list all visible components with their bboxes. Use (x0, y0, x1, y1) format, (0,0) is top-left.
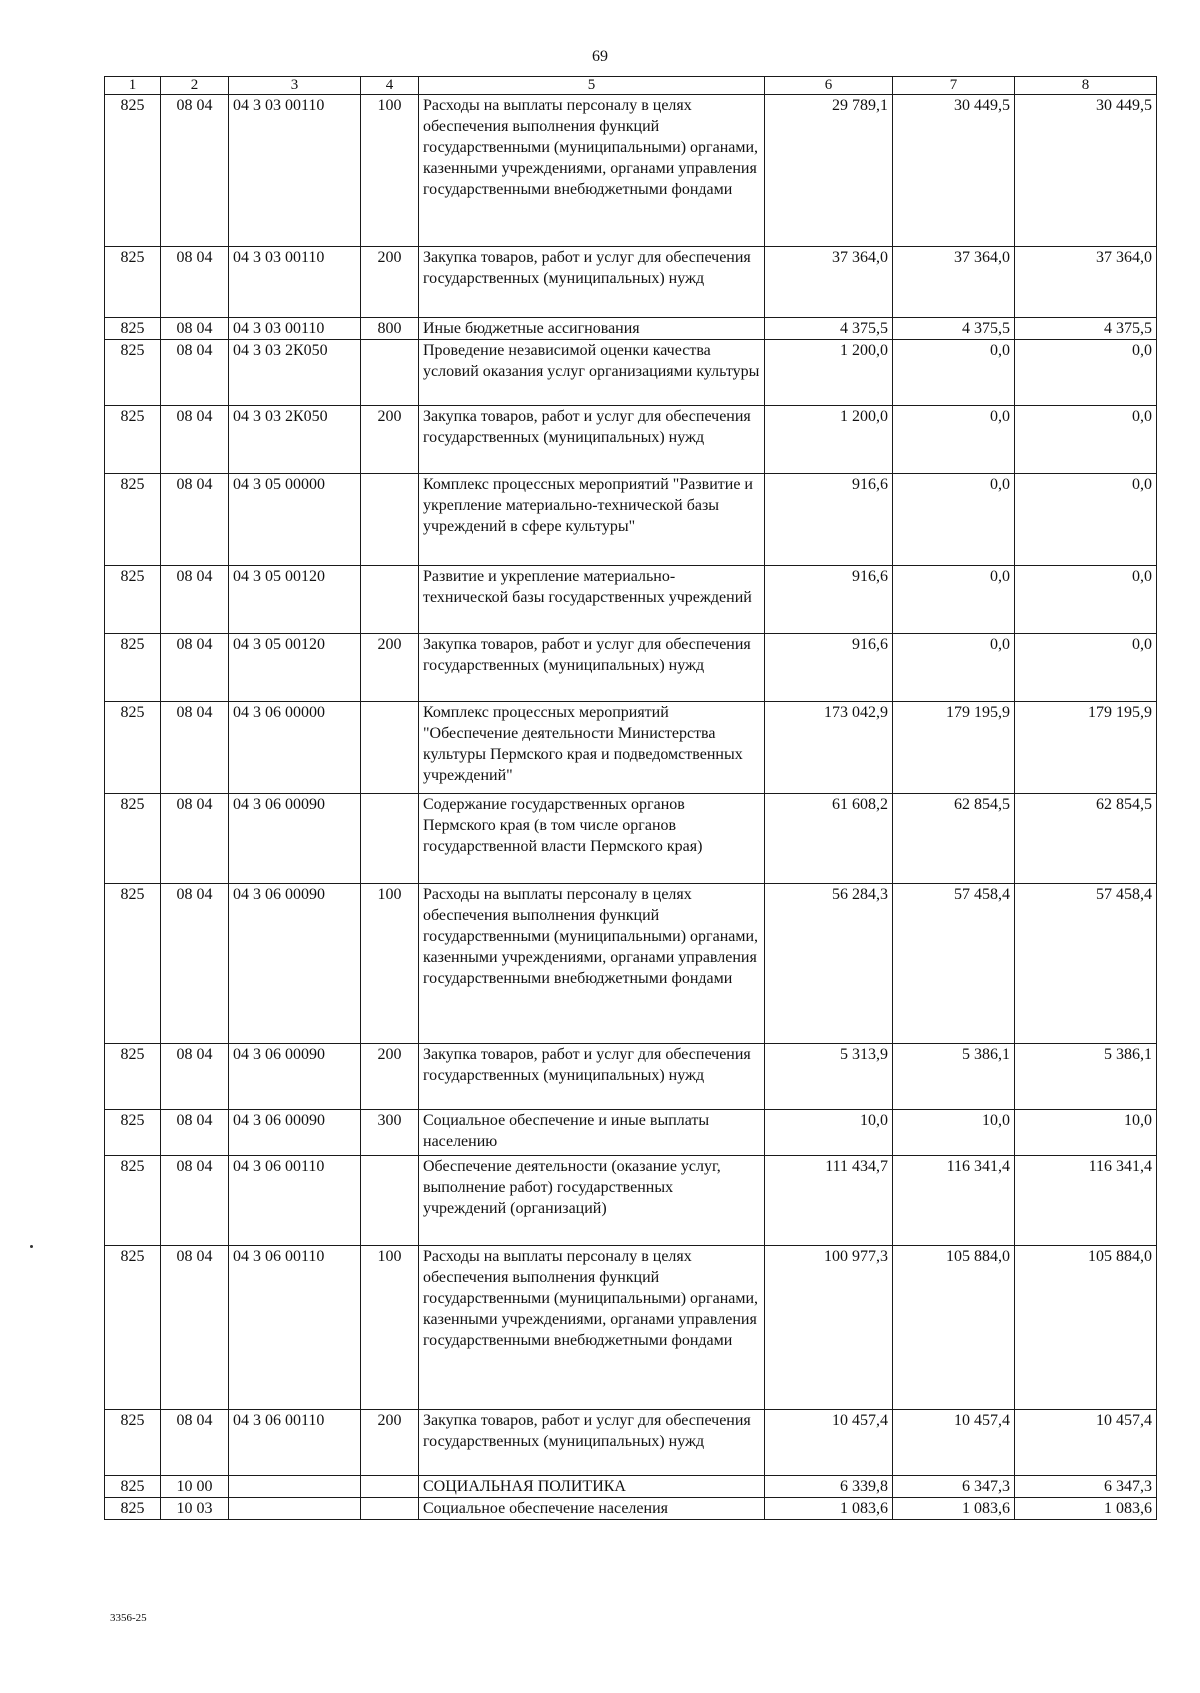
table-row (105, 566, 1157, 634)
admin-code-cell: 825 (105, 340, 161, 406)
table-row (105, 1246, 1157, 1410)
section-code-cell: 08 04 (161, 884, 229, 1044)
admin-code-cell: 825 (105, 1246, 161, 1410)
item-name-cell: Расходы на выплаты персоналу в целях обеспечения выполнения функций государственными (муниципальными) органами, казенными учреждениями, органами управления государственными внебюджетными фондами (419, 95, 765, 247)
amount-col7-cell: 4 375,5 (893, 318, 1015, 340)
admin-code-cell: 825 (105, 634, 161, 702)
amount-col6-cell: 100 977,3 (765, 1246, 893, 1410)
table-row (105, 794, 1157, 884)
article-code-cell: 04 3 03 00110 (229, 247, 361, 318)
admin-code-cell: 825 (105, 247, 161, 318)
expense-type-cell: 200 (361, 406, 419, 474)
amount-col7-cell: 0,0 (893, 406, 1015, 474)
expense-type-cell (361, 566, 419, 634)
admin-code-cell: 825 (105, 1498, 161, 1520)
section-code-cell: 08 04 (161, 634, 229, 702)
amount-col7-cell: 5 386,1 (893, 1044, 1015, 1110)
article-code-cell: 04 3 06 00110 (229, 1246, 361, 1410)
admin-code-cell: 825 (105, 474, 161, 566)
amount-col7-cell: 116 341,4 (893, 1156, 1015, 1246)
amount-col6-cell: 6 339,8 (765, 1476, 893, 1498)
table-row (105, 247, 1157, 318)
amount-col8-cell: 105 884,0 (1015, 1246, 1157, 1410)
amount-col8-cell: 0,0 (1015, 340, 1157, 406)
amount-col7-cell: 0,0 (893, 634, 1015, 702)
expense-type-cell (361, 794, 419, 884)
section-code-cell: 08 04 (161, 566, 229, 634)
expense-type-cell: 100 (361, 95, 419, 247)
section-code-cell: 08 04 (161, 1044, 229, 1110)
article-code-cell: 04 3 06 00090 (229, 1044, 361, 1110)
header-cell: 5 (419, 77, 765, 95)
expense-type-cell: 100 (361, 884, 419, 1044)
section-code-cell: 08 04 (161, 1156, 229, 1246)
header-row (105, 77, 1157, 95)
expense-type-cell: 200 (361, 634, 419, 702)
section-code-cell: 08 04 (161, 1410, 229, 1476)
admin-code-cell: 825 (105, 1410, 161, 1476)
amount-col7-cell: 57 458,4 (893, 884, 1015, 1044)
expense-type-cell: 300 (361, 1110, 419, 1156)
amount-col8-cell: 0,0 (1015, 634, 1157, 702)
item-name-cell: Закупка товаров, работ и услуг для обеспечения государственных (муниципальных) нужд (419, 406, 765, 474)
item-name-cell: Развитие и укрепление материально-технической базы государственных учреждений (419, 566, 765, 634)
table-row (105, 1476, 1157, 1498)
expense-type-cell: 100 (361, 1246, 419, 1410)
header-cell: 4 (361, 77, 419, 95)
amount-col8-cell: 4 375,5 (1015, 318, 1157, 340)
section-code-cell: 08 04 (161, 1110, 229, 1156)
amount-col8-cell: 10,0 (1015, 1110, 1157, 1156)
amount-col8-cell: 10 457,4 (1015, 1410, 1157, 1476)
amount-col7-cell: 37 364,0 (893, 247, 1015, 318)
amount-col7-cell: 30 449,5 (893, 95, 1015, 247)
amount-col8-cell: 0,0 (1015, 566, 1157, 634)
amount-col7-cell: 105 884,0 (893, 1246, 1015, 1410)
table-row (105, 634, 1157, 702)
amount-col7-cell: 6 347,3 (893, 1476, 1015, 1498)
admin-code-cell: 825 (105, 566, 161, 634)
admin-code-cell: 825 (105, 1156, 161, 1246)
article-code-cell: 04 3 05 00000 (229, 474, 361, 566)
section-code-cell: 08 04 (161, 1246, 229, 1410)
item-name-cell: СОЦИАЛЬНАЯ ПОЛИТИКА (419, 1476, 765, 1498)
amount-col6-cell: 29 789,1 (765, 95, 893, 247)
table-row (105, 406, 1157, 474)
header-cell: 6 (765, 77, 893, 95)
table-row (105, 318, 1157, 340)
section-code-cell: 08 04 (161, 702, 229, 794)
table-row (105, 884, 1157, 1044)
article-code-cell: 04 3 03 2К050 (229, 406, 361, 474)
section-code-cell: 08 04 (161, 474, 229, 566)
article-code-cell (229, 1498, 361, 1520)
item-name-cell: Расходы на выплаты персоналу в целях обеспечения выполнения функций государственными (муниципальными) органами, казенными учреждениями, органами управления государственными внебюджетными фондами (419, 884, 765, 1044)
item-name-cell: Обеспечение деятельности (оказание услуг, выполнение работ) государственных учреждений (организаций) (419, 1156, 765, 1246)
admin-code-cell: 825 (105, 1044, 161, 1110)
amount-col8-cell: 0,0 (1015, 474, 1157, 566)
item-name-cell: Иные бюджетные ассигнования (419, 318, 765, 340)
amount-col8-cell: 6 347,3 (1015, 1476, 1157, 1498)
table-row (105, 1156, 1157, 1246)
expense-type-cell: 200 (361, 247, 419, 318)
item-name-cell: Закупка товаров, работ и услуг для обеспечения государственных (муниципальных) нужд (419, 247, 765, 318)
header-cell: 1 (105, 77, 161, 95)
table-row (105, 1498, 1157, 1520)
amount-col6-cell: 1 200,0 (765, 406, 893, 474)
expense-type-cell: 200 (361, 1410, 419, 1476)
amount-col8-cell: 116 341,4 (1015, 1156, 1157, 1246)
article-code-cell: 04 3 03 00110 (229, 318, 361, 340)
amount-col8-cell: 0,0 (1015, 406, 1157, 474)
amount-col8-cell: 1 083,6 (1015, 1498, 1157, 1520)
amount-col6-cell: 10,0 (765, 1110, 893, 1156)
item-name-cell: Проведение независимой оценки качества условий оказания услуг организациями культуры (419, 340, 765, 406)
amount-col7-cell: 62 854,5 (893, 794, 1015, 884)
item-name-cell: Социальное обеспечение населения (419, 1498, 765, 1520)
amount-col8-cell: 5 386,1 (1015, 1044, 1157, 1110)
amount-col6-cell: 916,6 (765, 566, 893, 634)
amount-col8-cell: 179 195,9 (1015, 702, 1157, 794)
amount-col7-cell: 10 457,4 (893, 1410, 1015, 1476)
item-name-cell: Расходы на выплаты персоналу в целях обеспечения выполнения функций государственными (муниципальными) органами, казенными учреждениями, органами управления государственными внебюджетными фондами (419, 1246, 765, 1410)
amount-col7-cell: 179 195,9 (893, 702, 1015, 794)
admin-code-cell: 825 (105, 1110, 161, 1156)
amount-col6-cell: 916,6 (765, 474, 893, 566)
item-name-cell: Закупка товаров, работ и услуг для обеспечения государственных (муниципальных) нужд (419, 1410, 765, 1476)
expense-type-cell (361, 474, 419, 566)
item-name-cell: Социальное обеспечение и иные выплаты населению (419, 1110, 765, 1156)
amount-col6-cell: 56 284,3 (765, 884, 893, 1044)
table-row (105, 95, 1157, 247)
admin-code-cell: 825 (105, 794, 161, 884)
section-code-cell: 08 04 (161, 318, 229, 340)
expense-type-cell (361, 340, 419, 406)
header-cell: 7 (893, 77, 1015, 95)
amount-col7-cell: 0,0 (893, 474, 1015, 566)
admin-code-cell: 825 (105, 406, 161, 474)
expense-type-cell (361, 1156, 419, 1246)
article-code-cell: 04 3 06 00090 (229, 884, 361, 1044)
budget-table (104, 76, 1157, 1520)
amount-col6-cell: 111 434,7 (765, 1156, 893, 1246)
expense-type-cell (361, 1498, 419, 1520)
expense-type-cell (361, 702, 419, 794)
table-row (105, 474, 1157, 566)
amount-col8-cell: 57 458,4 (1015, 884, 1157, 1044)
table-row (105, 1044, 1157, 1110)
article-code-cell: 04 3 03 2К050 (229, 340, 361, 406)
admin-code-cell: 825 (105, 95, 161, 247)
article-code-cell: 04 3 05 00120 (229, 634, 361, 702)
item-name-cell: Комплекс процессных мероприятий "Развитие и укрепление материально-технической базы учреждений в сфере культуры" (419, 474, 765, 566)
article-code-cell: 04 3 05 00120 (229, 566, 361, 634)
section-code-cell: 08 04 (161, 95, 229, 247)
header-cell: 3 (229, 77, 361, 95)
amount-col6-cell: 5 313,9 (765, 1044, 893, 1110)
admin-code-cell: 825 (105, 318, 161, 340)
admin-code-cell: 825 (105, 884, 161, 1044)
amount-col6-cell: 61 608,2 (765, 794, 893, 884)
amount-col8-cell: 30 449,5 (1015, 95, 1157, 247)
article-code-cell: 04 3 06 00110 (229, 1156, 361, 1246)
table-row (105, 1110, 1157, 1156)
item-name-cell: Комплекс процессных мероприятий "Обеспечение деятельности Министерства культуры Пермского края и подведомственных учреждений" (419, 702, 765, 794)
header-cell: 2 (161, 77, 229, 95)
page-number: 69 (592, 48, 608, 65)
article-code-cell: 04 3 06 00090 (229, 1110, 361, 1156)
amount-col6-cell: 1 083,6 (765, 1498, 893, 1520)
article-code-cell: 04 3 06 00090 (229, 794, 361, 884)
amount-col7-cell: 10,0 (893, 1110, 1015, 1156)
table-row (105, 1410, 1157, 1476)
article-code-cell: 04 3 06 00000 (229, 702, 361, 794)
item-name-cell: Закупка товаров, работ и услуг для обеспечения государственных (муниципальных) нужд (419, 1044, 765, 1110)
article-code-cell (229, 1476, 361, 1498)
item-name-cell: Содержание государственных органов Пермского края (в том числе органов государственной власти Пермского края) (419, 794, 765, 884)
amount-col6-cell: 37 364,0 (765, 247, 893, 318)
section-code-cell: 10 03 (161, 1498, 229, 1520)
amount-col6-cell: 173 042,9 (765, 702, 893, 794)
expense-type-cell: 800 (361, 318, 419, 340)
header-cell: 8 (1015, 77, 1157, 95)
amount-col8-cell: 37 364,0 (1015, 247, 1157, 318)
amount-col6-cell: 10 457,4 (765, 1410, 893, 1476)
scan-artifact-dot (30, 1245, 33, 1248)
amount-col7-cell: 1 083,6 (893, 1498, 1015, 1520)
article-code-cell: 04 3 06 00110 (229, 1410, 361, 1476)
section-code-cell: 08 04 (161, 794, 229, 884)
table-row (105, 340, 1157, 406)
document-code: 3356-25 (110, 1612, 147, 1624)
amount-col8-cell: 62 854,5 (1015, 794, 1157, 884)
amount-col6-cell: 4 375,5 (765, 318, 893, 340)
amount-col6-cell: 916,6 (765, 634, 893, 702)
amount-col7-cell: 0,0 (893, 340, 1015, 406)
table-row (105, 702, 1157, 794)
section-code-cell: 08 04 (161, 406, 229, 474)
amount-col7-cell: 0,0 (893, 566, 1015, 634)
item-name-cell: Закупка товаров, работ и услуг для обеспечения государственных (муниципальных) нужд (419, 634, 765, 702)
section-code-cell: 08 04 (161, 340, 229, 406)
expense-type-cell: 200 (361, 1044, 419, 1110)
section-code-cell: 10 00 (161, 1476, 229, 1498)
admin-code-cell: 825 (105, 702, 161, 794)
amount-col6-cell: 1 200,0 (765, 340, 893, 406)
admin-code-cell: 825 (105, 1476, 161, 1498)
expense-type-cell (361, 1476, 419, 1498)
section-code-cell: 08 04 (161, 247, 229, 318)
article-code-cell: 04 3 03 00110 (229, 95, 361, 247)
